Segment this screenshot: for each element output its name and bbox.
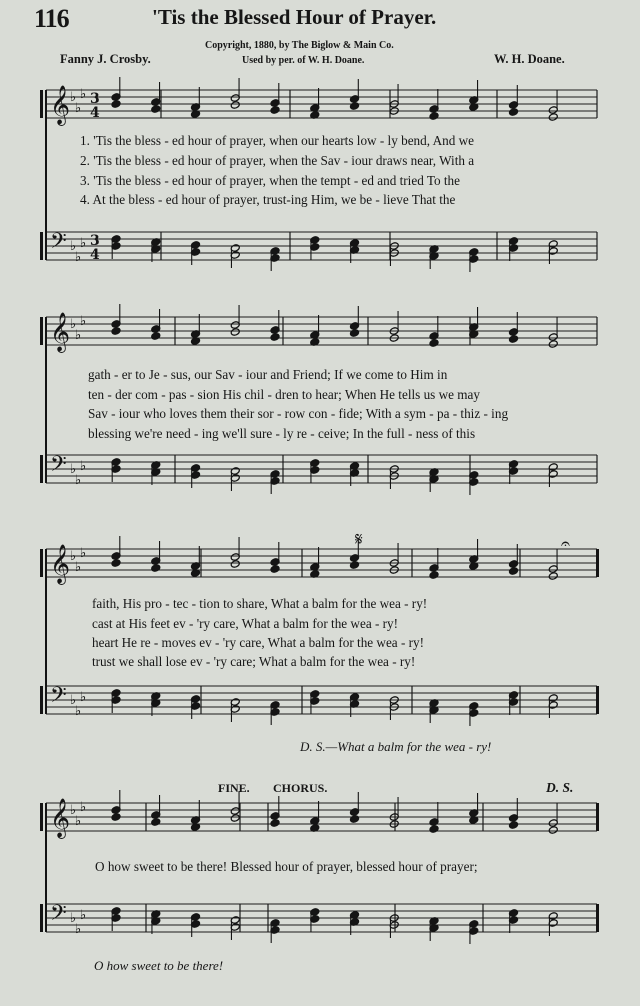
flat-icon: ♭	[80, 459, 87, 474]
permission-notice: Used by per. of W. H. Doane.	[242, 55, 365, 66]
flat-icon: ♭	[70, 317, 77, 332]
notehead	[111, 100, 121, 109]
chorus-lyrics: O how sweet to be there! Blessed hour of prayer, blessed hour of prayer;	[95, 859, 478, 874]
flat-icon: ♭	[75, 560, 82, 575]
chorus-bottom-text: O how sweet to be there!	[94, 958, 224, 973]
notehead	[548, 340, 558, 349]
notehead	[548, 113, 558, 122]
final-barline	[596, 549, 599, 577]
notehead	[230, 814, 240, 823]
hymn-number: 116	[34, 4, 69, 33]
notehead	[509, 108, 519, 117]
notehead	[151, 105, 161, 114]
notehead	[429, 339, 439, 348]
time-signature: 4	[90, 105, 100, 121]
system2-verse2: ten - der com - pas - sion His chil - dren to hear; When He tells us we may	[88, 387, 480, 402]
bass-clef-icon: 𝄢	[50, 229, 67, 259]
time-signature: 3	[90, 91, 100, 107]
notehead	[111, 559, 121, 568]
ds-marker: D. S.	[546, 780, 574, 795]
flat-icon: ♭	[70, 462, 77, 477]
final-barline	[596, 803, 599, 831]
composer: W. H. Doane.	[494, 52, 565, 66]
time-signature: 3	[90, 233, 100, 249]
bass-clef-icon: 𝄢	[50, 683, 67, 713]
staff-bracket	[40, 803, 43, 831]
staff-bracket	[40, 549, 43, 577]
system3-verse1: faith, His pro - tec - tion to share, What a balm for the wea - ry!	[92, 596, 428, 611]
notehead	[111, 327, 121, 336]
notehead	[509, 567, 519, 576]
final-barline	[596, 686, 599, 714]
copyright-notice: Copyright, 1880, by The Biglow & Main Co.	[205, 40, 394, 51]
staff-bracket	[40, 904, 43, 932]
notehead	[230, 101, 240, 110]
staff-bracket	[40, 90, 43, 118]
bass-clef-icon: 𝄢	[50, 452, 67, 482]
system2-verse1: gath - er to Je - sus, our Sav - iour and Friend; If we come to Him in	[88, 367, 448, 382]
notehead	[270, 333, 280, 342]
flat-icon: ♭	[75, 814, 82, 829]
lyricist: Fanny J. Crosby.	[60, 52, 151, 66]
chorus-marker: CHORUS.	[273, 781, 328, 795]
system1-verse4: 4. At the bless - ed hour of prayer, trust-ing Him, we be - lieve That the	[80, 192, 456, 207]
system1-verse3: 3. 'Tis the bless - ed hour of prayer, when the tempt - ed and tried To the	[80, 173, 460, 188]
treble-clef-icon: 𝄞	[50, 85, 71, 125]
flat-icon: ♭	[80, 236, 87, 251]
system2-verse4: blessing we're need - ing we'll sure - ly re - ceive; In the full - ness of this	[88, 426, 476, 441]
notehead	[230, 560, 240, 569]
system3-verse2: cast at His feet ev - 'ry care, What a balm for the wea - ry!	[92, 616, 399, 631]
flat-icon: ♭	[75, 922, 82, 937]
system3-verse4: trust we shall lose ev - 'ry care; What a balm for the wea - ry!	[92, 654, 416, 669]
notehead	[350, 329, 360, 338]
notehead	[509, 821, 519, 830]
segno-icon: 𝄋	[355, 529, 363, 550]
staff-bracket	[40, 232, 43, 260]
flat-icon: ♭	[80, 908, 87, 923]
notehead	[548, 826, 558, 835]
flat-icon: ♭	[70, 911, 77, 926]
ds-return-text: D. S.—What a balm for the wea - ry!	[300, 739, 492, 754]
flat-icon: ♭	[75, 328, 82, 343]
time-signature: 4	[90, 247, 100, 263]
fine-marker: FINE.	[218, 781, 250, 795]
staff-bracket	[40, 455, 43, 483]
system3-verse3: heart He re - moves ev - 'ry care, What a balm for the wea - ry!	[92, 635, 425, 650]
notehead	[429, 112, 439, 121]
treble-clef-icon: 𝄞	[50, 312, 71, 352]
hymn-title: 'Tis the Blessed Hour of Prayer.	[152, 5, 437, 29]
notehead	[230, 328, 240, 337]
flat-icon: ♭	[75, 473, 82, 488]
notehead	[350, 102, 360, 111]
staff-bracket	[40, 686, 43, 714]
notehead	[151, 818, 161, 827]
flat-icon: ♭	[75, 704, 82, 719]
notehead	[270, 565, 280, 574]
fermata-icon: 𝄐	[561, 534, 570, 553]
treble-clef-icon: 𝄞	[50, 544, 71, 584]
flat-icon: ♭	[70, 90, 77, 105]
final-barline	[596, 904, 599, 932]
bass-clef-icon: 𝄢	[50, 901, 67, 931]
staff-bracket	[40, 317, 43, 345]
flat-icon: ♭	[80, 690, 87, 705]
treble-clef-icon: 𝄞	[50, 798, 71, 838]
notehead	[151, 332, 161, 341]
flat-icon: ♭	[70, 693, 77, 708]
notehead	[151, 564, 161, 573]
system2-verse3: Sav - iour who loves them their sor - row con - fide; With a sym - pa - thiz - ing	[88, 406, 509, 421]
flat-icon: ♭	[80, 800, 87, 815]
notehead	[350, 561, 360, 570]
flat-icon: ♭	[80, 314, 87, 329]
system1-verse1: 1. 'Tis the bless - ed hour of prayer, when our hearts low - ly bend, And we	[80, 133, 474, 148]
flat-icon: ♭	[75, 101, 82, 116]
flat-icon: ♭	[70, 549, 77, 564]
notehead	[429, 571, 439, 580]
notehead	[270, 106, 280, 115]
flat-icon: ♭	[80, 546, 87, 561]
notehead	[270, 819, 280, 828]
notehead	[429, 825, 439, 834]
notehead	[548, 572, 558, 581]
flat-icon: ♭	[80, 87, 87, 102]
notehead	[350, 815, 360, 824]
flat-icon: ♭	[70, 239, 77, 254]
notehead	[509, 335, 519, 344]
system1-verse2: 2. 'Tis the bless - ed hour of prayer, when the Sav - iour draws near, With a	[80, 153, 475, 168]
flat-icon: ♭	[75, 250, 82, 265]
notehead	[111, 813, 121, 822]
flat-icon: ♭	[70, 803, 77, 818]
